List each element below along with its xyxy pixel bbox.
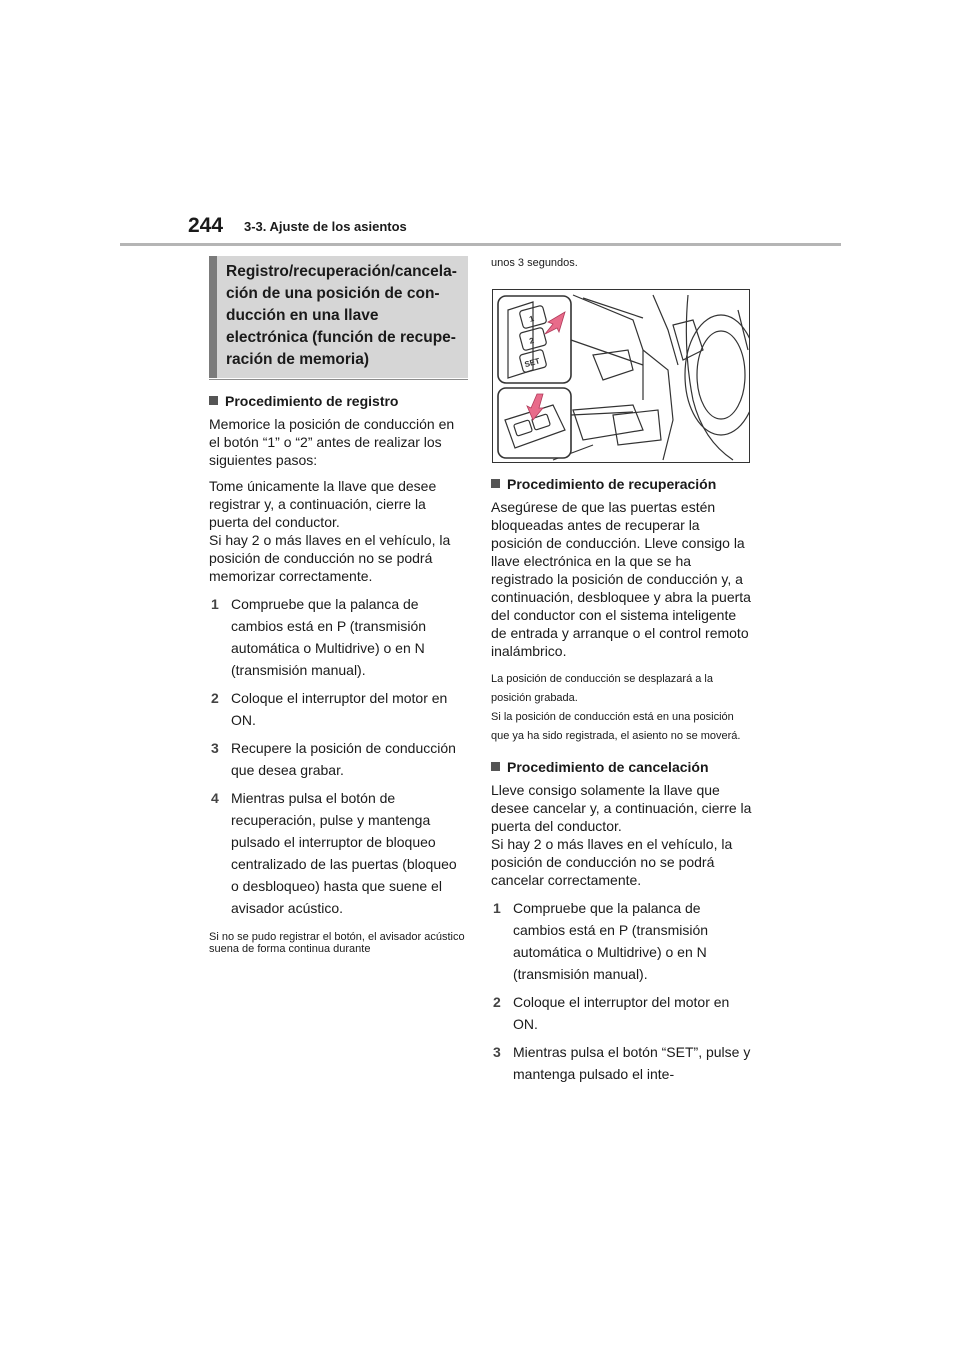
- cancel-text: Lleve consigo solamente la llave que desee cancelar y, a continuación, cierre la puerta del conductor.: [491, 782, 752, 834]
- recovery-note: La posición de conducción se desplazará a la posición grabada.: [491, 673, 713, 704]
- registration-take-key: Tome únicamente la llave que desee registrar y, a continuación, cierre la puerta del conductor.: [209, 478, 437, 530]
- registration-step: 2 Coloque el interruptor del motor en ON.: [209, 687, 468, 731]
- box-rule: [209, 379, 468, 380]
- left-column: [209, 256, 468, 957]
- registration-multiple-keys: Si hay 2 o más llaves en el vehículo, la posición de conducción no se podrá memorizar correctamente.: [209, 532, 451, 584]
- recovery-heading: Procedimiento de recuperación: [491, 475, 753, 493]
- footnote-continuation: unos 3 segundos.: [491, 257, 578, 269]
- title-line: Registro/recuperación/cancela-: [226, 263, 457, 280]
- cancel-step: 2 Coloque el interruptor del motor en ON.: [491, 991, 753, 1035]
- cancel-heading: Procedimiento de cancelación: [491, 758, 753, 776]
- registration-step: 4 Mientras pulsa el botón de recuperación, pulse y mantenga pulsado el interruptor de bloqueo centralizado de las puertas (bloqueo o desbloqueo) hasta que suene el avisador acústico.: [209, 787, 468, 919]
- square-bullet-icon: [491, 762, 500, 771]
- memory-recall-title-box: [209, 256, 468, 378]
- button-1-label: 1: [528, 313, 535, 324]
- recovery-text: Asegúrese de que las puertas estén bloqueadas antes de recuperar la posición de conducción. Lleve consigo la llave electrónica en la que se ha registrado la posición de conducción y, a continuación, desbloquee y abra la puerta del conductor con el sistema inteligente de entrada y arranque o el control remoto inalámbrico.: [491, 499, 751, 659]
- registration-heading: Procedimiento de registro: [209, 392, 468, 410]
- cancel-multiple-keys: Si hay 2 o más llaves en el vehículo, la posición de conducción no se podrá cancelar correctamente.: [491, 836, 733, 888]
- registration-step: 3 Recupere la posición de conducción que desea grabar.: [209, 737, 468, 781]
- square-bullet-icon: [491, 479, 500, 488]
- title-line: electrónica (función de recupe-: [226, 329, 456, 346]
- step-number: 2: [211, 690, 219, 706]
- title-line: ducción en una llave: [226, 307, 379, 324]
- cancel-step: 3 Mientras pulsa el botón “SET”, pulse y mantenga pulsado el inte-: [491, 1041, 753, 1085]
- page-number: 244: [188, 214, 224, 237]
- square-bullet-icon: [209, 396, 218, 405]
- title-line: ración de memoria): [226, 351, 369, 368]
- registration-footnote: Si no se pudo registrar el botón, el avisador acústico suena de forma continua durante: [209, 931, 465, 955]
- step-number: 1: [211, 596, 219, 612]
- step-number: 3: [211, 740, 219, 756]
- step-number: 3: [493, 1044, 501, 1060]
- registration-intro: Memorice la posición de conducción en el botón “1” o “2” antes de realizar los siguientes pasos:: [209, 416, 455, 468]
- illustration-svg: [493, 290, 749, 462]
- step-number: 4: [211, 790, 219, 806]
- step-number: 1: [493, 900, 501, 916]
- section-title: 3-3. Ajuste de los asientos: [244, 219, 407, 234]
- button-set-label: SET: [523, 356, 541, 370]
- button-2-label: 2: [528, 335, 535, 346]
- title-line: ción de una posición de con-: [226, 285, 440, 302]
- header-rule: [120, 243, 841, 246]
- recovery-note: Si la posición de conducción está en una posición que ya ha sido registrada, el asiento no se moverá.: [491, 711, 741, 742]
- door-switch-illustration: [492, 289, 750, 463]
- step-number: 2: [493, 994, 501, 1010]
- registration-step: 1 Compruebe que la palanca de cambios está en P (transmisión automática o Multidrive) o en N (transmisión manual).: [209, 593, 468, 681]
- cancel-step: 1 Compruebe que la palanca de cambios está en P (transmisión automática o Multidrive) o en N (transmisión manual).: [491, 897, 753, 985]
- right-column: [491, 256, 753, 1091]
